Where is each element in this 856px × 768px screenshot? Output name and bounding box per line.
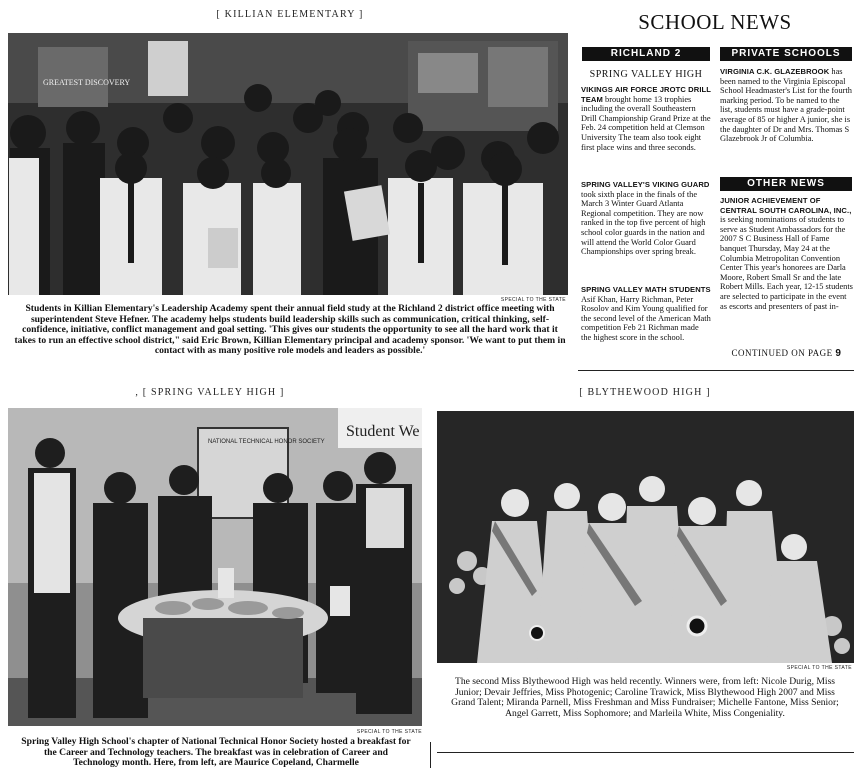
section-label-blythewood: [ BLYTHEWOOD HIGH ] (579, 387, 711, 398)
richland-subhead: SPRING VALLEY HIGH (589, 69, 703, 80)
spring-valley-photo-graphic (8, 408, 422, 726)
spring-valley-photo-credit: SPECIAL TO THE STATE (356, 729, 422, 735)
blythewood-photo-credit: SPECIAL TO THE STATE (786, 665, 852, 671)
banner-text: Student We (346, 423, 420, 440)
continued-on-page: CONTINUED ON PAGE 9 (731, 348, 842, 359)
poster-text: GREATEST DISCOVERY (43, 78, 131, 87)
section-label-spring-valley: , [ SPRING VALLEY HIGH ] (135, 387, 285, 398)
other-brief-junior-achievement: JUNIOR ACHIEVEMENT OF CENTRAL SOUTH CAROLINA, INC., is seeking nominations of students to serve as Student Ambassadors for the 2007 S C Business Hall of Fame banquet Thursday, May 24 at the Columbia Metropolitan Convention Center This year's honorees are Darla Moore, Robert Small Sr and the late Robert Mills. Each year, 12-15 students are selected to participate in the event as escorts and presenters of past in- (720, 196, 853, 311)
richland-brief-math: SPRING VALLEY MATH STUDENTS Asif Khan, Harry Richman, Peter Rosolov and Kim Young qualified for the second level of the American Math competition Feb 21 Richman made the highest score in the school. (581, 285, 711, 342)
school-news-title: SCHOOL NEWS (638, 10, 792, 34)
richland-brief-viking-guard: SPRING VALLEY'S VIKING GUARD took sixth place in the finals of the March 3 Winter Guard Atlanta Regional competition. They are now ranked in the top five percent of high school color guards in the nation and will attend the World Color Guard Championships over spring break. (581, 180, 710, 257)
killian-leadership-photo (8, 33, 568, 295)
spring-valley-photo (8, 408, 422, 726)
richland-header: RICHLAND 2 (582, 47, 710, 61)
blythewood-caption: The second Miss Blythewood High was held recently. Winners were, from left: Nicole Durig, Miss Junior; Devair Jeffries, Miss Photogenic; Caroline Trawick, Miss Blythewood High 2007 and Miss Grand Talent; Miranda Parnell, Miss Freshman and Miss Fundraiser; Michelle Fantone, Miss Senior; Angel Garrett, Miss Sophomore; and Marleila White, Miss Congeniality. (451, 676, 839, 719)
private-brief-glazebrook: VIRGINIA C.K. GLAZEBROOK has been named to the Virginia Episcopal School Headmaster's List for the fourth marking period. To be named to the list, students must have a grade-point average of 85 or higher A junior, she is the daughter of Dr and Mrs. Thomas S Glazebrook Jr of Columbia. (720, 67, 852, 144)
nths-poster-text: NATIONAL TECHNICAL HONOR SOCIETY (208, 439, 325, 445)
private-schools-header: PRIVATE SCHOOLS (720, 47, 852, 61)
killian-photo-graphic (8, 33, 568, 295)
school-news-bottom-rule (578, 370, 854, 371)
other-news-header: OTHER NEWS (720, 177, 852, 191)
vertical-column-rule (430, 742, 431, 768)
killian-caption: Students in Killian Elementary's Leadership Academy spent their annual field study at the Richland 2 district office meeting with superintendent Steve Hefner. The academy helps students build leadership skills such as communication, critical thinking, self-confidence, initiative, conflict management and goal setting. 'This gives our students the opportunity to see all the hard work that it takes to run an effective school district," said Eric Brown, Killian Elementary principal and academy sponsor. 'We want to put them in contact with as many positive role models and leaders as possible.' (14, 303, 566, 357)
blythewood-bottom-rule (437, 752, 854, 753)
blythewood-photo-graphic (437, 411, 854, 663)
spring-valley-caption: Spring Valley High School's chapter of National Technical Honor Society hosted a breakfast for the Career and Technology teachers. The breakfast was in celebration of Career and Technology month. Here, from left, are Maurice Copeland, Charmelle (21, 737, 411, 768)
continued-page-number: 9 (835, 348, 842, 359)
blythewood-pageant-photo (437, 411, 854, 663)
richland-brief-jrotc: VIKINGS AIR FORCE JROTC DRILL TEAM brought home 13 trophies including the overall Southeastern Drill Championship Grand Prize at the Feb. 24 competition held at Clemson University The team also took eight first place wins and three seconds. (581, 85, 711, 152)
section-label-killian: [ KILLIAN ELEMENTARY ] (216, 9, 364, 20)
killian-photo-credit: SPECIAL TO THE STATE (500, 297, 566, 303)
